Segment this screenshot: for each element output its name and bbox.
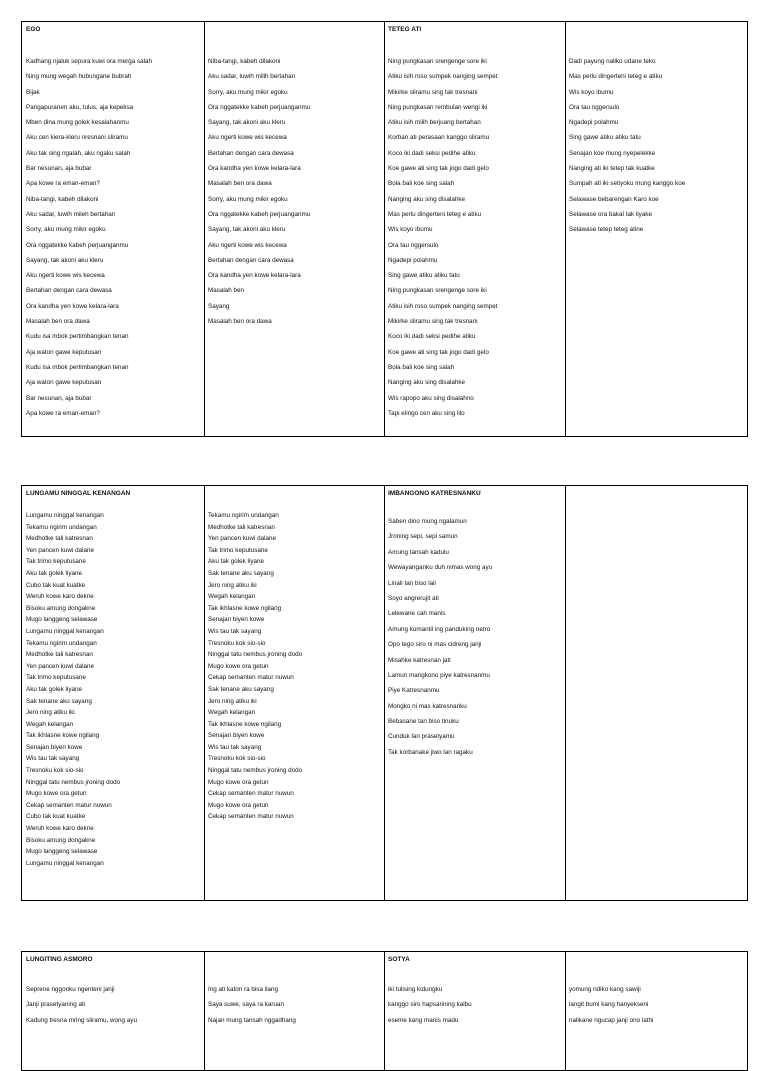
lyrics-list [569, 54, 744, 238]
lyric-line: eseme kang manis madu [388, 1016, 459, 1024]
lyric-line: Wis rapopo aku sing disalahno [388, 394, 474, 402]
lyric-line: Soyo angrerujit ati [388, 594, 439, 602]
lyric-line: Koe gawe ati sing tak jogo dadi gelo [388, 348, 489, 356]
lyric-line: Wegah kelangan [208, 709, 256, 717]
lyric-line: Wis tau tak sayang [208, 627, 262, 635]
lyric-line: Jero ning atiku iki [26, 709, 75, 717]
lyric-line: Tresnoku kok sio-sio [208, 639, 266, 647]
lyrics-list [569, 982, 744, 1028]
lyric-line: Sing gawe atiku atiku tatu [388, 272, 460, 280]
table-cell [565, 952, 747, 1028]
lyric-line: Cubo tak kuat kuatke [26, 581, 86, 589]
lyric-line: Sayang, tak akoni aku kleru [208, 226, 286, 234]
lyric-line: Ora tau nggersulo [569, 103, 620, 111]
lyric-line: Masalah ben ora dawa [208, 180, 272, 188]
lyric-line: Mugo kowe ora getun [208, 662, 269, 670]
lyric-line: Lelewane cah manis [388, 610, 446, 618]
lyric-line: Bertahan dengan cara dewasa [26, 287, 112, 295]
lyric-line: Tak trimo keputusane [208, 546, 268, 554]
lyrics-list [26, 982, 201, 1028]
lyric-line: Selawase bebarengan Karo koe [569, 195, 659, 203]
lyric-line: Amung kumantil ing panduking netro [388, 625, 491, 633]
lyric-line: Koco iki dadi seksi pedihe atiku [388, 333, 476, 341]
lyrics-list [208, 54, 381, 329]
lyric-line: Janji prasetyaning ati [26, 1001, 86, 1009]
lyric-line: Cekap semanten matur nuwun [208, 790, 294, 798]
lyrics-table-2 [21, 485, 748, 901]
table-cell [384, 486, 565, 760]
lyric-line: Tak ikhlasne kowe ngilang [208, 604, 282, 612]
lyrics-list [208, 510, 381, 823]
lyric-line: Selawase tetep teteg atine [569, 226, 644, 234]
table-cell [22, 486, 204, 869]
lyric-line: Mikirke sliramu sing tak tresnani [388, 88, 478, 96]
song-title: EGO [26, 26, 41, 33]
lyric-line: Yen pancen kuwi dalane [208, 535, 277, 543]
lyric-line: Tekamu ngirim undangan [208, 512, 279, 519]
lyric-line: Senajan biyen kowe [208, 616, 265, 624]
lyric-line: Wegah kelangan [26, 720, 74, 728]
lyric-line: Ora kandha yen kowe kelara-lara [208, 272, 301, 280]
lyric-line: Senajan biyen kowe [26, 743, 83, 751]
lyric-line: Ora nggatekke kabeh perjuanganmu [26, 241, 129, 249]
lyric-line: Ninggal tatu nembus jroning dodo [26, 778, 121, 786]
lyric-line: Masalah ben ora dawa [26, 318, 90, 326]
lyric-line: Medhotke tali katresnan [208, 523, 275, 531]
lyric-line: Mugo kowe ora getun [208, 801, 269, 809]
lyric-line: iki tulising kidungku [388, 986, 443, 993]
lyric-line: Tak trimo keputusane [26, 558, 86, 566]
lyric-line: Tresnoku kok sio-sio [208, 755, 266, 763]
lyric-line: Wis koyo ibumu [569, 88, 614, 96]
lyric-line: Lungamu ninggal kenangan [26, 627, 104, 635]
lyric-line: Cekap semanten matur nuwun [26, 801, 112, 809]
lyric-line: Koe gawe ati sing tak jogo dadi gelo [388, 165, 489, 173]
lyrics-table-1 [21, 21, 748, 437]
lyric-line: Mugo langgeng selawase [26, 616, 98, 624]
column-divider [565, 486, 566, 900]
table-cell [204, 486, 384, 823]
lyric-line: Cekap semanten matur nuwun [208, 674, 294, 682]
lyric-line: Linali tan biso lali [388, 579, 436, 587]
lyric-line: Mas perlu dingerteni teteg e atiku [388, 210, 482, 218]
lyric-line: Tekamu ngirim undangan [26, 639, 97, 647]
lyrics-table-3 [21, 951, 748, 1071]
lyric-line: yomung ndiko kang sawiji [569, 986, 641, 993]
lyric-line: Aku tak golek liyane [26, 569, 83, 577]
lyric-line: Aku ngerti kowe wis kecewa [208, 134, 287, 142]
table-cell [204, 952, 384, 1028]
song-title: SOTYA [388, 956, 410, 963]
lyric-line: Weruh kowe karo dekne [26, 825, 94, 833]
lyric-line: Atiku isih roso sumpek nanging sempet [388, 302, 498, 310]
lyric-line: nalikane ngucap janji ono lathi [569, 1016, 654, 1024]
lyric-line: Jroning sepi, sepi samun [388, 533, 458, 541]
lyric-line: Ning pungkasan srengenge sore iki [388, 58, 487, 65]
lyric-line: Wis tau tak sayang [208, 743, 262, 751]
lyric-line: Piye Katresnanmu [388, 687, 440, 695]
lyric-line: langit bumi kang hanyekseni [569, 1001, 649, 1009]
lyric-line: Ora nggatekke kabeh perjuanganmu [208, 210, 311, 218]
lyric-line: Nanging aku sing disalahke [388, 195, 466, 203]
lyric-line: Opo tego siro ni mas cidreng janji [388, 641, 482, 649]
lyric-line: Cekap semanten matur nuwun [208, 813, 294, 821]
lyric-line: Niba-tangi, kabeh dilakoni [208, 58, 281, 65]
lyric-line: Bola bali koe sing salah [388, 363, 455, 371]
lyric-line: Ning pungkasan srengenge sore iki [388, 287, 487, 295]
lyric-line: Kadung tresna mring sliramu, wong ayu [26, 1016, 137, 1024]
lyric-line: Aku ngerti kowe wis kecewa [208, 241, 287, 249]
lyric-line: Aku sadar, luwih milih bertahan [208, 73, 296, 81]
lyric-line: Pangapuranen aku, tulus, aja kepeksa [26, 103, 134, 111]
lyric-line: Dadi payung naliko udane teko [569, 58, 656, 65]
lyric-line: Wegah kelangan [208, 593, 256, 601]
lyric-line: Sumpah ati iki setiyoku mung kanggo koe [569, 180, 686, 188]
lyric-line: Bertahan dengan cara dewasa [208, 256, 294, 264]
table-cell [204, 22, 384, 329]
lyric-line: Mugo langgeng selawase [26, 848, 98, 856]
lyrics-list [26, 54, 201, 421]
table-cell [22, 952, 204, 1028]
lyric-line: Nanging aku sing disalahke [388, 379, 466, 387]
lyric-line: Wewayanganku duh nimas wong ayu [388, 564, 493, 572]
song-title [569, 25, 744, 34]
song-title: IMBANGONO KATRESNANKU [388, 490, 481, 497]
lyric-line: Tapi elingo cen aku sing lilo [388, 409, 465, 417]
lyric-line: Kudu isa mbok pertimbangkan tenan [26, 363, 129, 371]
lyric-line: Kudu isa mbok pertimbangkan tenan [26, 333, 129, 341]
lyric-line: Tak ikhlasne kowe ngilang [208, 720, 282, 728]
lyric-line: Ora tau nggersulo [388, 241, 439, 249]
lyric-line: Ngadepi polahmu [569, 119, 619, 127]
lyric-line: Bola bali koe sing salah [388, 180, 455, 188]
lyric-line: Bar nesunan, aja bubar [26, 394, 92, 402]
lyric-line: Bebasane tan biso tinuku [388, 718, 459, 726]
song-title [208, 489, 381, 498]
lyric-line: Medhotke tali katresnan [26, 535, 93, 543]
lyric-line: Apa kowe ra eman-eman? [26, 180, 100, 188]
lyric-line: Cubo tak kuat kuatke [26, 813, 86, 821]
lyrics-list [388, 982, 562, 1028]
lyric-line: Mugo kowe ora getun [26, 790, 87, 798]
lyric-line: Masalah ben ora dawa [208, 318, 272, 326]
lyric-line: Cunduk lan prasetyamu [388, 733, 455, 741]
song-title: LUNGAMU NINGGAL KENANGAN [26, 490, 131, 497]
lyric-line: Sak tenane aku sayang [208, 569, 274, 577]
lyric-line: Lungamu ninggal kenangan [26, 859, 104, 867]
lyric-line: Tresnoku kok sio-sio [26, 767, 84, 775]
lyric-line: Aku sadar, luwih mileh bertahan [26, 210, 116, 218]
lyric-line: Aku tak sing ngalah, aku ngaku salah [26, 149, 131, 157]
lyric-line: Tak trimo keputusane [26, 674, 86, 682]
lyric-line: Sayang, tak akoni aku kleru [26, 256, 104, 264]
lyric-line: Nanging ati iki tetep tak kuatke [569, 165, 655, 173]
lyric-line: Aku cen kiera-kleru nresnani sliramu [26, 134, 128, 142]
lyric-line: Ngadepi polahmu [388, 256, 438, 264]
lyric-line: Aja waton gawe keputusan [26, 348, 102, 356]
lyric-line: Jero ning atiku iki [208, 581, 257, 589]
table-cell [384, 22, 565, 421]
lyric-line: Aku tak golek liyane [208, 558, 265, 566]
lyric-line: Aja waton gawe keputusan [26, 379, 102, 387]
lyric-line: Niba-tangi, kabeh dilakoni [26, 195, 99, 203]
lyric-line: Yen pancen kuwi dalane [26, 662, 95, 670]
lyric-line: Tekamu ngirim undangan [26, 523, 97, 531]
lyric-line: Ning pungkasan rembulan wengi iki [388, 103, 488, 111]
lyric-line: Atiku isih milih berjuang bertahan [388, 119, 481, 127]
lyrics-list [388, 514, 562, 760]
lyric-line: Wis tau tak sayang [26, 755, 80, 763]
table-cell [384, 952, 565, 1028]
lyric-line: Ora kandha yen kowe kelara-lara [208, 165, 301, 173]
lyric-line: Sorry, aku mung mikir egoku [208, 195, 288, 203]
table-cell [22, 22, 204, 421]
lyric-line: Yen pancen kuwi dalane [26, 546, 95, 554]
lyric-line: Senajan biyen kowe [208, 732, 265, 740]
lyric-line: Sayang, tak akoni aku kleru [208, 119, 286, 127]
lyric-line: Ning mung wegah hubungane bubrah [26, 73, 132, 81]
lyric-line: Aku tak golek liyane [26, 685, 83, 693]
lyric-line: Saben dino mung ngalamun [388, 518, 467, 525]
lyric-line: Sayang [208, 302, 230, 310]
lyric-line: Apa kowe ra eman-eman? [26, 409, 100, 417]
lyric-line: Amung tansah kadulu [388, 548, 449, 556]
lyric-line: Ora nggatekke kabeh perjuanganmu [208, 103, 311, 111]
lyric-line: Bar nesunan, aja bubar [26, 165, 92, 173]
lyric-line: Sing gawe atiku atiku tatu [569, 134, 641, 142]
lyric-line: Misahke katresnan jati [388, 656, 451, 664]
lyric-line: Korban ati perasaan kanggo sliramu [388, 134, 490, 142]
lyric-line: Senajan koe mung nyepelekke [569, 149, 656, 157]
lyric-line: Najan mung tansah nggadhang [208, 1016, 296, 1024]
lyric-line: kanggo siro hapsarining kalbu [388, 1001, 472, 1009]
lyric-line: Saya suwe, saya ra karuan [208, 1001, 284, 1009]
lyric-line: Aku ngerti kowe wis kecewa [26, 272, 105, 280]
song-title [569, 489, 744, 498]
lyric-line: Weruh kowe karo dekne [26, 593, 94, 601]
lyric-line: Bertahan dengan cara dewasa [208, 149, 294, 157]
lyric-line: Mben dina mung golek kesalahanmu [26, 119, 129, 127]
lyric-line: Masalah ben [208, 287, 245, 295]
song-title [569, 955, 744, 964]
lyric-line: Medhotke tali katresnan [26, 651, 93, 659]
lyric-line: Selawase ora bakal tak liyake [569, 210, 652, 218]
table-cell [565, 22, 747, 238]
lyrics-list [26, 510, 201, 869]
song-title: TETEG ATI [388, 26, 422, 33]
lyric-line: Ninggal tatu nembus jroning dodo [208, 651, 303, 659]
lyric-line: Atiku isih roso sumpek nanging sempet [388, 73, 498, 81]
song-title: LUNGITING ASMORO [26, 956, 93, 963]
song-title [208, 955, 381, 964]
lyric-line: Tak korbanake jiwo lan ragaku [388, 748, 473, 756]
lyric-line: Sak tenane aku sayang [26, 697, 92, 705]
lyric-line: Ing ati katon ra bisa ilang [208, 986, 279, 993]
table-cell [565, 486, 747, 510]
lyric-line: Bisoku amung dongakne [26, 836, 96, 844]
lyric-line: Lungamu ninggal kenangan [26, 512, 104, 519]
lyric-line: Seprene nggonku ngenteni janji [26, 986, 115, 993]
lyric-line: Mongko ni mas katresnanku [388, 702, 467, 710]
lyric-line: Sorry, aku mung mikir egoku [208, 88, 288, 96]
lyric-line: Koco iki dadi seksi pedihe atiku [388, 149, 476, 157]
lyric-line: Mugo kowe ora getun [208, 778, 269, 786]
lyric-line: Lamun mangkono piye katresnanmu [388, 671, 490, 679]
lyric-line: Ora kandha yen kowe kelara-lara [26, 302, 119, 310]
song-title [208, 25, 381, 34]
lyric-line: Tak ikhlasne kowe ngilang [26, 732, 100, 740]
lyrics-list [388, 54, 562, 421]
lyric-line: Kadhang njaluk sepura kuwi ora merga salah [26, 58, 153, 65]
lyric-line: Jero ning atiku iki [208, 697, 257, 705]
lyric-line: Wis koyo ibumu [388, 226, 433, 234]
lyric-line: Bijak [26, 88, 40, 96]
lyric-line: Mas perlu dingerteni teteg e atiku [569, 73, 663, 81]
lyric-line: Bisoku amung dongakne [26, 604, 96, 612]
lyrics-list [208, 982, 381, 1028]
lyric-line: Ninggal tatu nembus jroning dodo [208, 767, 303, 775]
lyric-line: Sorry, aku mung mikir egoku [26, 226, 106, 234]
lyric-line: Mikirke sliramu sing tak tresnani [388, 318, 478, 326]
lyric-line: Sak tenane aku sayang [208, 685, 274, 693]
